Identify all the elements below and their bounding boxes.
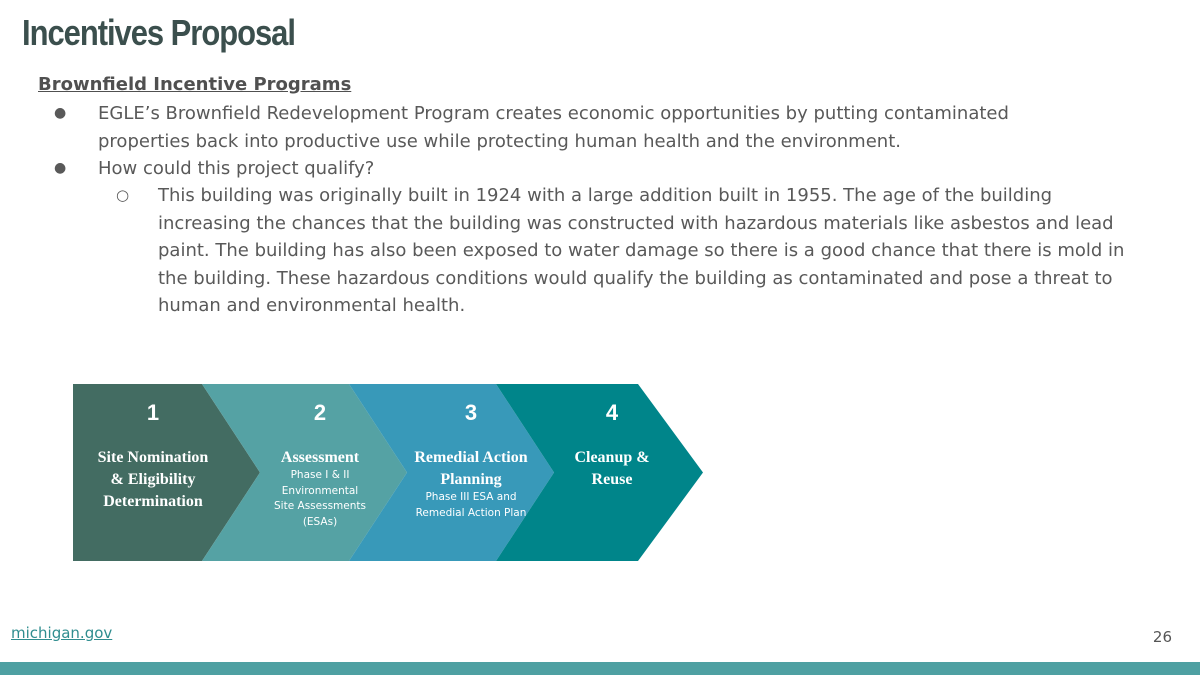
step-title [395, 447, 547, 491]
bullet-marker: ● [54, 105, 67, 121]
bullet-text: EGLE’s Brownfield Redevelopment Program creates economic opportunities by putting contaminated properties back into productive use while protecting human health and the environment. [98, 103, 1009, 152]
step-title-line: Planning [440, 471, 502, 488]
step-number: 1 [146, 400, 160, 425]
footer-bar [0, 662, 1200, 675]
step-number: 4 [605, 400, 619, 425]
sub-bullet-marker: ○ [116, 186, 130, 204]
sub-bullet-text: This building was originally built in 1924 with a large addition built in 1955. The age of the building increasing the chances that the building was constructed with hazardous materials like asbestos and lead paint. The building has also been exposed to water damage so there is a good chance that there is mold in the building. These hazardous conditions would qualify the building as contaminated and pose a threat to human and environmental health. [158, 185, 1125, 316]
bullet-item-question [54, 155, 1078, 183]
step-sub-line: (ESAs) [302, 515, 338, 528]
step-subtitle [395, 490, 547, 521]
process-step-1 [80, 384, 226, 561]
step-sub-line: Phase I & II [290, 469, 350, 481]
step-sub-line: Site Assessments [274, 500, 366, 512]
step-title-line: Determination [103, 493, 203, 510]
step-title-line: Site Nomination [97, 449, 209, 466]
sub-bullet-item [116, 182, 1138, 320]
step-title-line: Remedial Action [414, 449, 528, 466]
section-heading: Brownfield Incentive Programs [38, 74, 352, 95]
step-subtitle [247, 468, 393, 530]
bullet-text: How could this project qualify? [98, 158, 375, 179]
slide-title: Incentives Proposal [22, 12, 295, 53]
brownfield-process-diagram [72, 384, 704, 561]
page-number: 26 [1152, 628, 1172, 646]
step-title [80, 447, 226, 513]
step-number: 2 [313, 400, 327, 425]
step-title [247, 447, 393, 469]
michigan-gov-link[interactable]: michigan.gov [11, 624, 113, 642]
step-title-line: & Eligibility [110, 471, 196, 488]
step-sub-line: Remedial Action Plan [415, 506, 527, 519]
step-title-line: Assessment [280, 449, 360, 466]
process-step-3 [395, 384, 547, 561]
step-sub-line: Phase III ESA and [425, 491, 517, 503]
step-sub-line: Environmental [281, 484, 359, 497]
bullet-marker: ● [54, 160, 67, 176]
step-title-line: Reuse [591, 471, 633, 488]
step-title-line: Cleanup & [574, 449, 650, 466]
step-title [537, 447, 687, 491]
bullet-item-program [54, 100, 1078, 155]
step-number: 3 [464, 400, 478, 425]
process-step-2 [247, 384, 393, 561]
process-step-4 [537, 384, 687, 561]
